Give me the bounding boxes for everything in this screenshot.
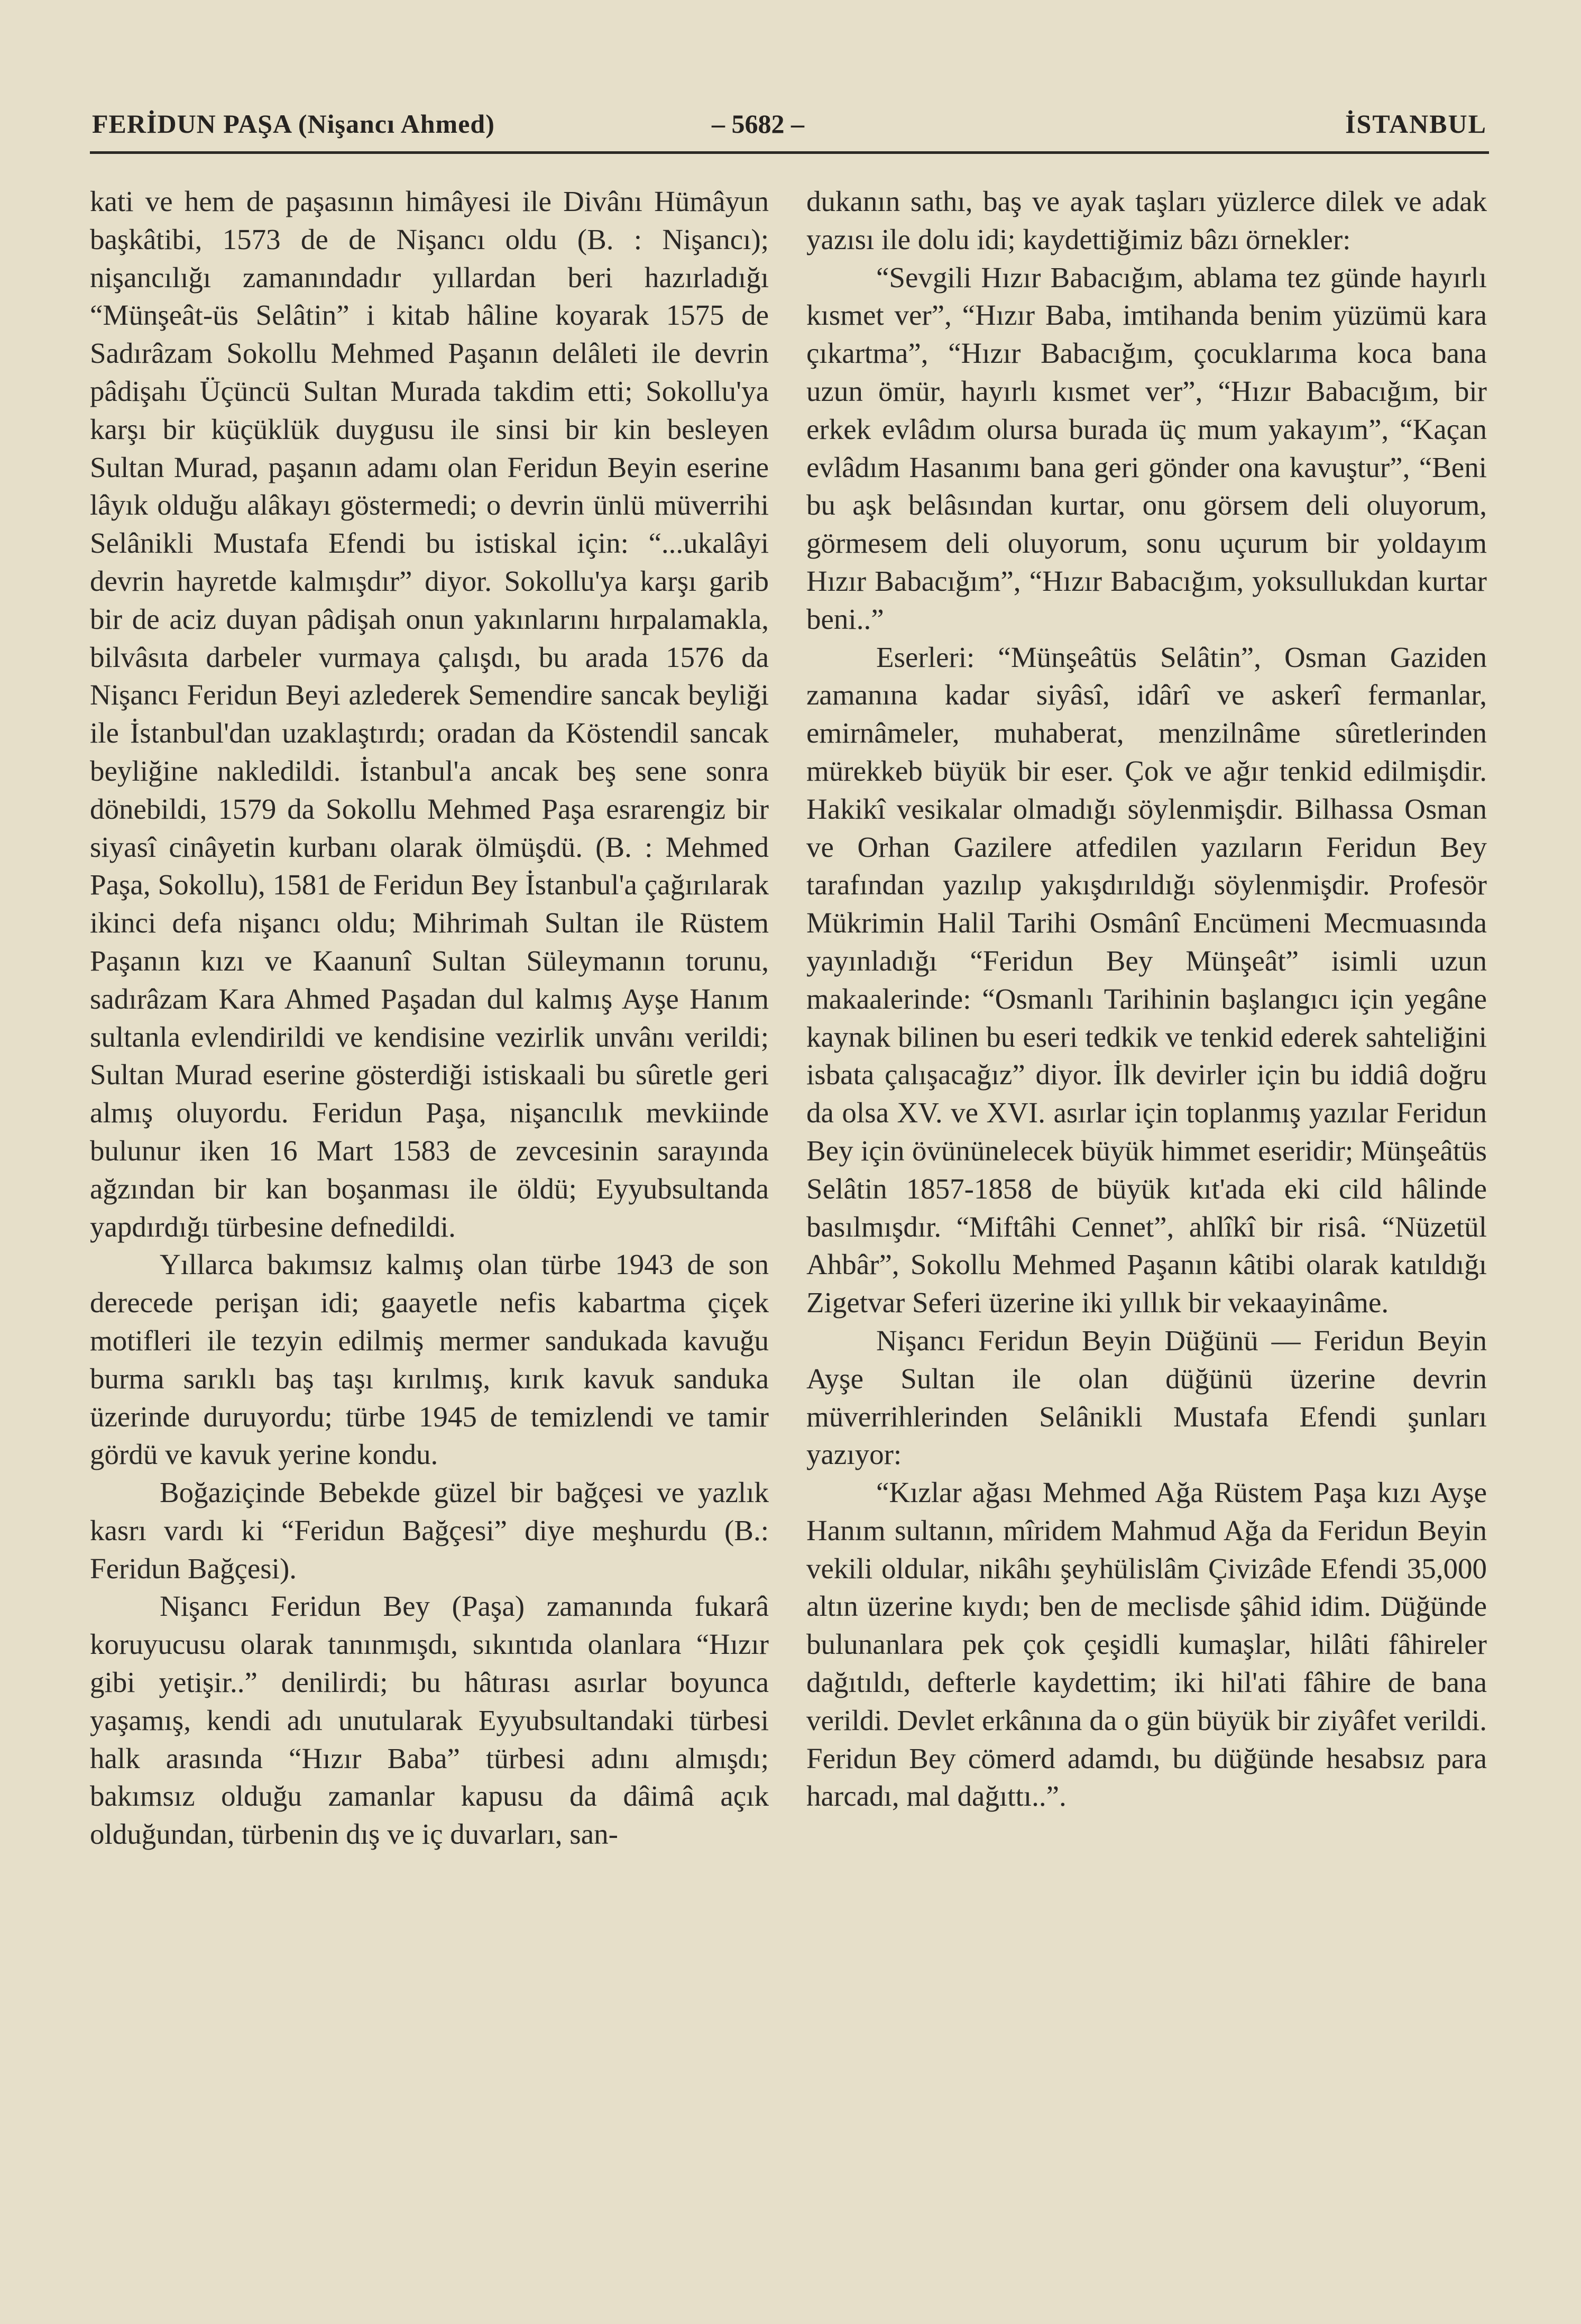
paragraph: Nişancı Feridun Bey (Paşa) zamanında fukarâ koruyucusu olarak tanınmışdı, sıkıntıda olanlara “Hızır gibi yetişir..” denilirdi; bu hâtırası asırlar boyunca yaşamış, kendi adı unutularak Eyyubsultandaki türbesi halk arasında “Hızır Baba” türbesi adını almışdı; bakımsız olduğu zamanlar kapusu da dâimâ açık olduğundan, türbenin dış ve iç duvarları, san-	[90, 1590, 769, 1851]
section-title: İSTANBUL	[1345, 109, 1487, 139]
paragraph: kati ve hem de paşasının himâyesi ile Divânı Hümâyun başkâtibi, 1573 de de Nişancı oldu (B. : Nişancı); nişancılığı zamanındadır yıllardan beri hazırladığı “Münşeât-üs Selâtin” i kitab hâline koyarak 1575 de Sadırâzam Sokollu Mehmed Paşanın delâleti ile devrin pâdişahı Üçüncü Sultan Murada takdim etti; Sokollu'ya karşı bir küçüklük duygusu ile sinsi bir kin besleyen Sultan Murad, paşanın adamı olan Feridun Beyin eserine lâyık olduğu alâkayı göstermedi; o devrin ünlü müverrihi Selânikli Mustafa Efendi bu istiskal için: “...ukalâyi devrin hayretde kalmışdır” diyor. Sokollu'ya karşı garib bir de aciz duyan pâdişah onun yakınlarını hırpalamakla, bilvâsıta darbeler vurmaya çalışdı, bu arada 1576 da Nişancı Feridun Beyi azlederek Semendire sancak beyliği ile İstanbul'dan uzaklaştırdı; oradan da Köstendil sancak beyliğine nakledildi. İstanbul'a ancak beş sene sonra dönebildi, 1579 da Sokollu Mehmed Paşa esrarengiz bir siyasî cinâyetin kurbanı olarak ölmüşdü. (B. : Mehmed Paşa, Sokollu), 1581 de Feridun Bey İstanbul'a çağırılarak ikinci defa nişancı oldu; Mihrimah Sultan ile Rüstem Paşanın kızı ve Kaanunî Sultan Süleymanın torunu, sadırâzam Kara Ahmed Paşadan dul kalmış Ayşe Hanım sultanla evlendirildi ve kendisine vezirlik unvânı verildi; Sultan Murad eserine gösterdiği istiskaali bu sûretle geri almış oluyordu. Feridun Paşa, nişancılık mevkiinde bulunur iken 16 Mart 1583 de zevcesinin sarayında ağzından bir kan boşanması ile öldü; Eyyubsultanda yapdırdığı türbesine defnedildi.	[90, 185, 769, 1243]
paragraph: Boğaziçinde Bebekde güzel bir bağçesi ve yazlık kasrı vardı ki “Feridun Bağçesi” diye meşhurdu (B.: Feridun Bağçesi).	[90, 1476, 769, 1585]
header-rule	[90, 151, 1489, 154]
page-header	[92, 108, 1487, 145]
paragraph: Yıllarca bakımsız kalmış olan türbe 1943 de son derecede perişan idi; gaayetle nefis kabartma çiçek motifleri ile tezyin edilmiş mermer sandukada kavuğu burma sarıklı baş taşı kırılmış, kırık kavuk sanduka üzerinde duruyordu; türbe 1945 de temizlendi ve tamir gördü ve kavuk yerine kondu.	[90, 1248, 769, 1471]
quote-paragraph: “Sevgili Hızır Babacığım, ablama tez günde hayırlı kısmet ver”, “Hızır Baba, imtihanda benim yüzümü kara çıkartma”, “Hızır Babacığım, çocuklarıma koca bana uzun ömür, hayırlı kısmet ver”, “Hızır Babacığım, bir erkek evlâdım olursa burada üç mum yakayım”, “Kaçan evlâdım Hasanımı bana geri gönder ona kavuştur”, “Beni bu aşk belâsından kurtar, onu görsem deli oluyorum, görmesem deli oluyorum, sonu uçurum bir yoldayım Hızır Babacığım”, “Hızır Babacığım, yoksullukdan kurtar beni..”	[806, 261, 1487, 635]
quote-paragraph: “Kızlar ağası Mehmed Ağa Rüstem Paşa kızı Ayşe Hanım sultanın, mîridem Mahmud Ağa da Feridun Beyin vekili oldular, nikâhı şeyhülislâm Çivizâde Efendi 35,000 altın üzerine kıydı; ben de meclisde şâhid idim. Düğünde bulunanlara pek çok çeşidli kumaşlar, hilâti fâhireler dağıtıldı, defterle kaydettim; iki hil'ati fâhire de bana verildi. Devlet erkânına da o gün büyük bir ziyâfet verildi. Feridun Bey cömerd adamdı, bu düğünde hesabsız para harcadı, mal dağıttı..”.	[806, 1476, 1487, 1813]
page-number: – 5682 –	[712, 109, 804, 139]
right-column	[806, 182, 1487, 1815]
left-column	[90, 182, 769, 1853]
paragraph: Nişancı Feridun Beyin Düğünü — Feridun Beyin Ayşe Sultan ile olan düğünü üzerine devrin müverrihlerinden Selânikli Mustafa Efendi şunları yazıyor:	[806, 1324, 1487, 1471]
paragraph: dukanın sathı, baş ve ayak taşları yüzlerce dilek ve adak yazısı ile dolu idi; kaydettiğimiz bâzı örnekler:	[806, 185, 1487, 255]
paragraph: Eserleri: “Münşeâtüs Selâtin”, Osman Gaziden zamanına kadar siyâsî, idârî ve askerî fermanlar, emirnâmeler, muhaberat, menzilnâme sûretlerinden mürekkeb büyük bir eser. Çok ve ağır tenkid edilmişdir. Hakikî vesikalar olmadığı söylenmişdir. Bilhassa Osman ve Orhan Gazilere atfedilen yazıların Feridun Bey tarafından yazılıp yakışdırıldığı söylenmişdir. Profesör Mükrimin Halil Tarihi Osmânî Encümeni Mecmuasında yayınladığı “Feridun Bey Münşeât” isimli uzun makaalerinde: “Osmanlı Tarihinin başlangıcı için yegâne kaynak bilinen bu eseri tedkik ve tenkid ederek sahteliğini isbata çalışacağız” diyor. İlk devirler için bu iddiâ doğru da olsa XV. ve XVI. asırlar için toplanmış yazılar Feridun Bey için övününelecek büyük himmet eseridir; Münşeâtüs Selâtin 1857-1858 de büyük kıt'ada eki cild hâlinde basılmışdır. “Miftâhi Cennet”, ahlîkî bir risâ. “Nüzetül Ahbâr”, Sokollu Mehmed Paşanın kâtibi olarak katıldığı Zigetvar Seferi üzerine iki yıllık bir vekaayinâme.	[806, 641, 1487, 1319]
running-title: FERİDUN PAŞA (Nişancı Ahmed)	[92, 109, 495, 139]
